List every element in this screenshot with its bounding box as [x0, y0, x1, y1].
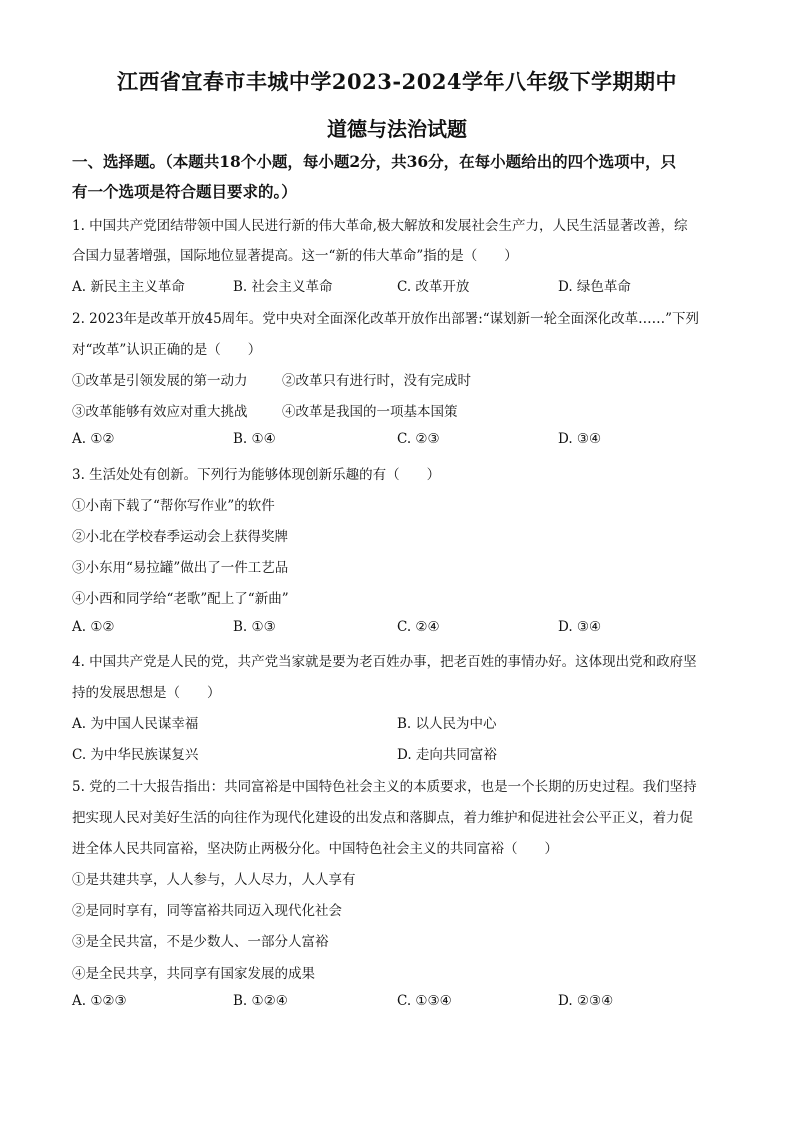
question-5-option-c: C. ①③④ — [397, 993, 452, 1009]
question-2-stem-line1: 2. 2023年是改革开放45周年。党中央对全面深化改革开放作出部署:“谋划新一轮全面深化改革……”下列 — [72, 311, 700, 327]
page-title: 江西省宜春市丰城中学2023-2024学年八年级下学期期中 — [116, 69, 678, 94]
question-3-option-a: A. ①② — [72, 619, 115, 635]
question-4-stem-line2: 持的发展思想是（ ） — [72, 685, 221, 701]
question-1-option-d: D. 绿色革命 — [558, 279, 631, 295]
question-5-option-d: D. ②③④ — [558, 993, 614, 1009]
question-5-option-b: B. ①②④ — [233, 993, 288, 1009]
page-subtitle: 道德与法治试题 — [327, 117, 467, 141]
question-4-option-d: D. 走向共同富裕 — [397, 747, 497, 763]
question-3-option-c: C. ②④ — [397, 619, 440, 635]
question-5-statement-1: ①是共建共享，人人参与，人人尽力，人人享有 — [72, 872, 356, 888]
question-3-statement-3: ③小东用“易拉罐”做出了一件工艺品 — [72, 560, 289, 576]
question-4-option-b: B. 以人民为中心 — [397, 716, 497, 732]
question-4-stem-line1: 4. 中国共产党是人民的党，共产党当家就是要为老百姓办事，把老百姓的事情办好。这体现出党和政府坚 — [72, 654, 697, 670]
question-5-statement-2: ②是同时享有，同等富裕共同迈入现代化社会 — [72, 903, 342, 919]
section-heading-line2: 有一个选项是符合题目要求的。） — [72, 182, 297, 201]
question-1-stem-line1: 1. 中国共产党团结带领中国人民进行新的伟大革命,极大解放和发展社会生产力，人民生活显著改善，综 — [72, 218, 688, 234]
question-3-statement-4: ④小西和同学给“老歌”配上了“新曲” — [72, 591, 289, 607]
question-2-statement-1: ①改革是引领发展的第一动力 — [72, 373, 248, 389]
question-5-stem-line1: 5. 党的二十大报告指出：共同富裕是中国特色社会主义的本质要求，也是一个长期的历史过程。我们坚持 — [72, 779, 697, 795]
question-5-stem-line2: 把实现人民对美好生活的向往作为现代化建设的出发点和落脚点，着力维护和促进社会公平正义，着力促 — [72, 810, 693, 826]
question-2-option-d: D. ③④ — [558, 431, 602, 447]
question-4-option-c: C. 为中华民族谋复兴 — [72, 747, 199, 763]
question-2-option-c: C. ②③ — [397, 431, 440, 447]
question-1-option-b: B. 社会主义革命 — [233, 279, 333, 295]
question-2-statement-4: ④改革是我国的一项基本国策 — [282, 404, 458, 420]
question-2-statement-3: ③改革能够有效应对重大挑战 — [72, 404, 248, 420]
question-2-statement-2: ②改革只有进行时，没有完成时 — [282, 373, 471, 389]
question-5-statement-3: ③是全民共富，不是少数人、一部分人富裕 — [72, 934, 329, 950]
question-1-option-a: A. 新民主主义革命 — [72, 279, 185, 295]
question-5-stem-line3: 进全体人民共同富裕，坚决防止两极分化。中国特色社会主义的共同富裕（ ） — [72, 841, 558, 857]
question-5-statement-4: ④是全民共享，共同享有国家发展的成果 — [72, 966, 315, 982]
question-5-option-a: A. ①②③ — [72, 993, 127, 1009]
question-3-statement-1: ①小南下载了“帮你写作业”的软件 — [72, 498, 275, 514]
section-heading-line1: 一、选择题。（本题共18个小题，每小题2分，共36分，在每小题给出的四个选项中，只 — [72, 152, 677, 171]
question-2-option-a: A. ①② — [72, 431, 115, 447]
question-4-option-a: A. 为中国人民谋幸福 — [72, 716, 199, 732]
question-1-option-c: C. 改革开放 — [397, 279, 470, 295]
question-2-option-b: B. ①④ — [233, 431, 276, 447]
question-3-stem: 3. 生活处处有创新。下列行为能够体现创新乐趣的有（ ） — [72, 467, 441, 483]
question-2-stem-line2: 对“改革”认识正确的是（ ） — [72, 342, 262, 358]
question-3-option-b: B. ①③ — [233, 619, 276, 635]
question-1-stem-line2: 合国力显著增强，国际地位显著提高。这一“新的伟大革命”指的是（ ） — [72, 248, 518, 264]
question-3-option-d: D. ③④ — [558, 619, 602, 635]
question-3-statement-2: ②小北在学校春季运动会上获得奖牌 — [72, 529, 288, 545]
